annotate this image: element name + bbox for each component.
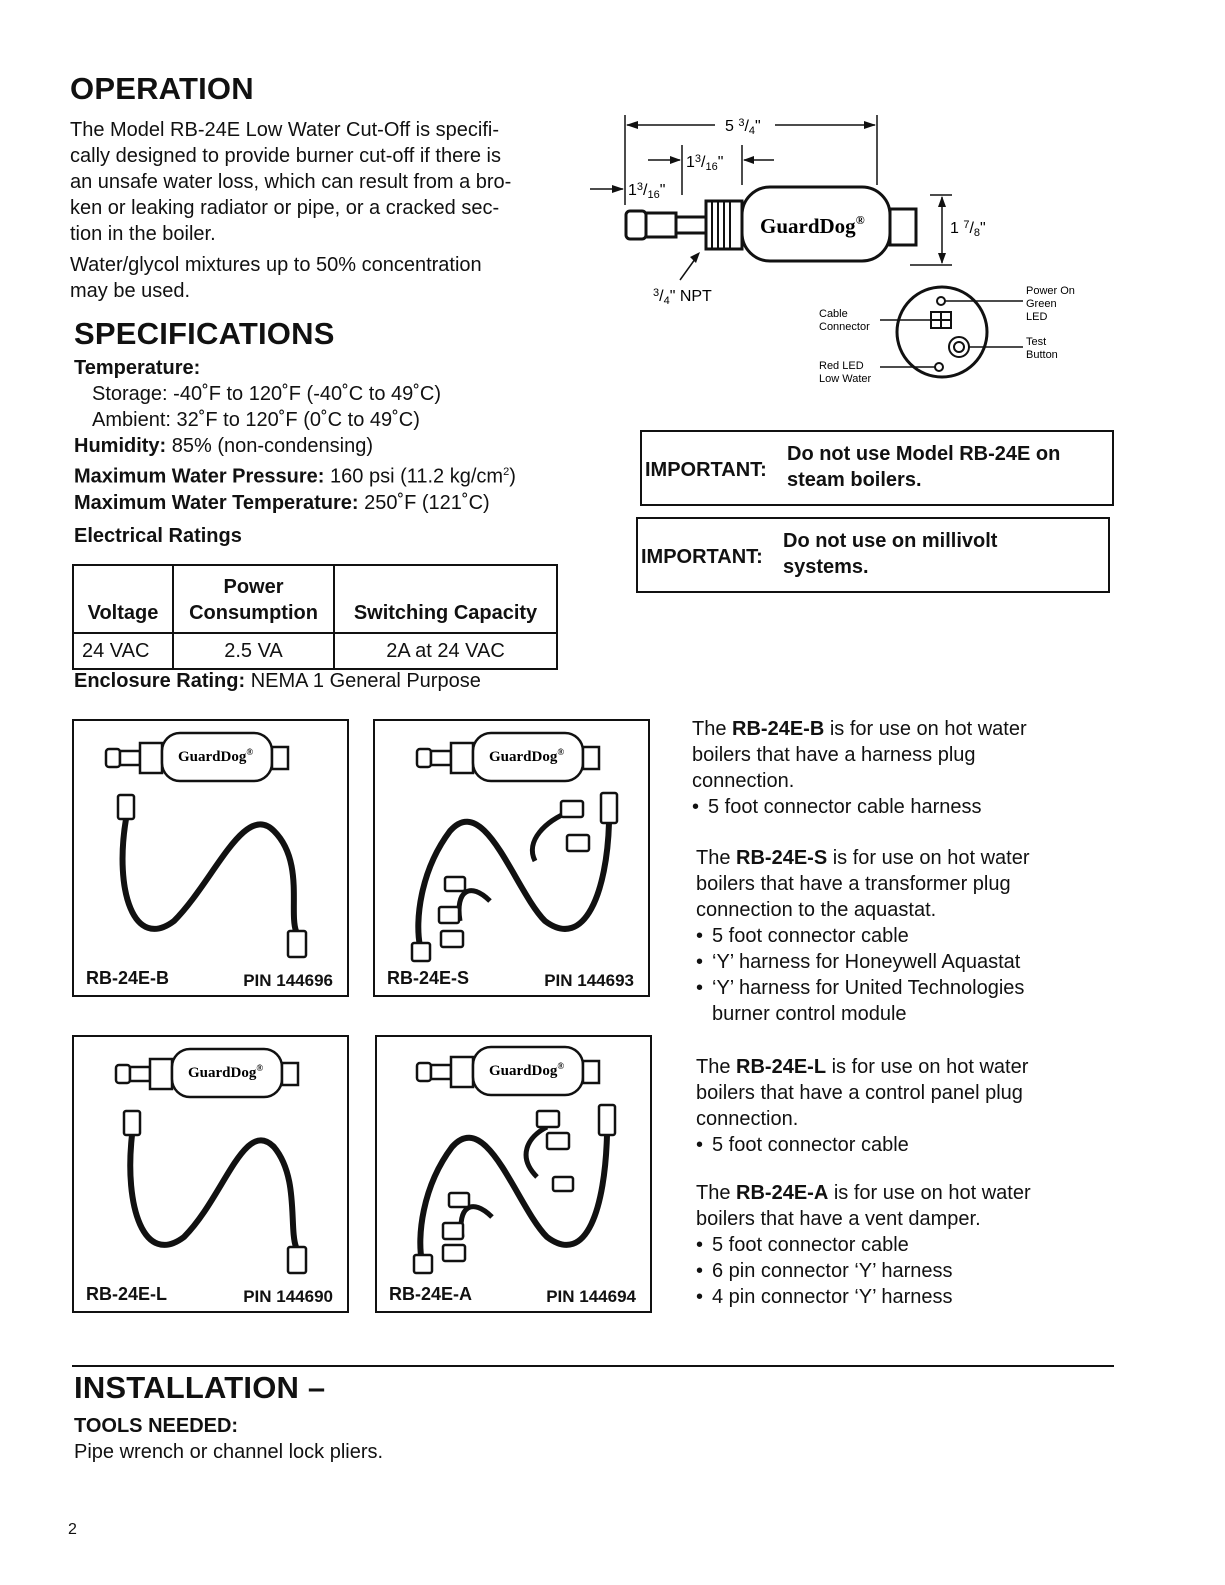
svg-text:GuardDog®: GuardDog® [489, 747, 565, 765]
product-box-rb24e-a [375, 1035, 652, 1313]
description-intro [696, 845, 1096, 871]
product-illustration [377, 1037, 650, 1282]
important-box-millivolt [636, 517, 1110, 593]
model-name: RB-24E-L [736, 1056, 827, 1078]
section-divider [72, 1365, 1114, 1367]
description-rb24e-b [692, 716, 1092, 820]
device-icon [106, 733, 288, 781]
cable-harness [412, 793, 617, 961]
pressure-value: 160 psi (11.2 kg/cm [324, 465, 504, 488]
product-box-rb24e-l [72, 1035, 349, 1313]
arrowhead [626, 121, 638, 129]
important-label: IMPORTANT: [645, 459, 767, 481]
arrowhead [938, 253, 946, 264]
dimension-diagram [590, 105, 1110, 405]
brand-label: GuardDog® [760, 213, 865, 238]
svg-text:GuardDog®: GuardDog® [178, 747, 254, 765]
table-header [173, 565, 334, 633]
pressure-spec [74, 459, 594, 490]
description-line: connection. [696, 1108, 799, 1130]
text: The [696, 1182, 737, 1204]
text: is for use on hot water [828, 1182, 1031, 1204]
text: The [696, 847, 737, 869]
arrowhead [690, 252, 700, 263]
operation-paragraph-2 [70, 252, 570, 304]
product-illustration [375, 721, 648, 966]
operation-heading: OPERATION [70, 71, 254, 106]
storage-temp: Storage: -40˚F to 120˚F (-40˚C to 49˚C) [92, 383, 442, 405]
device-icon [417, 733, 599, 781]
list-item: • 5 foot connector cable [696, 1232, 1096, 1258]
description-line: boilers that have a harness plug [692, 744, 976, 766]
description-line: boilers that have a transformer plug [696, 873, 1011, 895]
description-line: boilers that have a control panel plug [696, 1082, 1023, 1104]
test-button-inner [954, 342, 964, 352]
product-pin: PIN 144693 [544, 971, 634, 990]
dim-height-label: 1 $^7$/8" [950, 219, 986, 239]
table-cell: 2.5 VA [173, 633, 334, 669]
page-number: 2 [68, 1521, 77, 1538]
model-name: RB-24E-S [736, 847, 828, 869]
svg-text:GuardDog®: GuardDog® [188, 1063, 264, 1081]
description-intro [692, 716, 1092, 742]
product-code: RB-24E-S [387, 968, 470, 988]
ambient-temp: Ambient: 32˚F to 120˚F (0˚C to 49˚C) [92, 409, 420, 431]
list-item: • 5 foot connector cable harness [692, 794, 1092, 820]
cable-harness [414, 1105, 615, 1273]
device-knob [646, 213, 676, 237]
max-temp-label: Maximum Water Temperature: [74, 491, 359, 514]
description-rb24e-s [696, 845, 1096, 1027]
model-name: RB-24E-B [732, 718, 825, 740]
text-line: an unsafe water loss, which can result from a bro- [70, 171, 512, 193]
table-header: Switching Capacity [334, 565, 557, 633]
bullet-list [696, 923, 1096, 1027]
important-label: IMPORTANT: [641, 546, 763, 568]
tools-needed-value: Pipe wrench or channel lock pliers. [74, 1441, 384, 1463]
message-line: Do not use on millivolt [783, 530, 998, 552]
red-led-label: Red LED Low Water [819, 360, 872, 385]
bullet-list [696, 1132, 1096, 1158]
product-pin: PIN 144694 [546, 1287, 636, 1306]
dim-left-label: $1^3/16$" [628, 181, 666, 201]
list-item: • 4 pin connector ‘Y’ harness [696, 1284, 1096, 1310]
list-item: • ‘Y’ harness for United Technologies burner control module [696, 975, 1072, 1027]
list-item: • 6 pin connector ‘Y’ harness [696, 1258, 1096, 1284]
text-line: cally designed to provide burner cut-off if there is [70, 145, 501, 167]
device-stem [676, 217, 706, 233]
svg-text:GuardDog®: GuardDog® [489, 1061, 565, 1079]
text-line: The Model RB-24E Low Water Cut-Off is specifi- [70, 119, 500, 141]
text: The [696, 1056, 737, 1078]
table-header: Voltage [73, 565, 173, 633]
description-line: boilers that have a vent damper. [696, 1208, 981, 1230]
product-illustration [74, 1037, 347, 1282]
electrical-ratings-label: Electrical Ratings [74, 525, 242, 547]
header-power-line2: Consumption [189, 602, 318, 624]
message-line: steam boilers. [787, 469, 922, 491]
list-item: • 5 foot connector cable [696, 923, 1096, 949]
dim-mid-label: $1^3/16$" [686, 153, 724, 173]
enclosure-rating [74, 668, 481, 694]
pressure-end: ) [509, 465, 516, 488]
text: The [692, 718, 733, 740]
dim-total-label: 5 $^3$/4" [725, 117, 761, 137]
humidity-value: 85% (non-condensing) [166, 435, 374, 457]
device-cap [890, 209, 916, 245]
arrowhead [864, 121, 876, 129]
description-intro [696, 1180, 1096, 1206]
list-item: • ‘Y’ harness for Honeywell Aquastat [696, 949, 1096, 975]
important-message [783, 528, 997, 580]
message-line: Do not use Model RB-24E on [787, 443, 1061, 465]
text-line: Water/glycol mixtures up to 50% concentration [70, 254, 482, 276]
text-line: tion in the boiler. [70, 223, 216, 245]
arrowhead [743, 156, 754, 164]
device-icon [417, 1047, 599, 1095]
enclosure-value: NEMA 1 General Purpose [245, 670, 481, 692]
specifications-heading: SPECIFICATIONS [74, 316, 335, 351]
installation-heading: INSTALLATION – [74, 1370, 326, 1405]
table-header-row [73, 565, 557, 633]
humidity-label: Humidity: [74, 435, 167, 457]
arrowhead [612, 185, 624, 193]
header-power-line1: Power [223, 576, 284, 598]
arrowhead [670, 156, 681, 164]
power-on-label: Power On Green LED [1026, 285, 1075, 323]
arrowhead [938, 196, 946, 207]
operation-paragraph-1 [70, 117, 570, 247]
max-temp-value: 250˚F (121˚C) [358, 491, 490, 514]
specifications-list [74, 355, 594, 516]
enclosure-label: Enclosure Rating: [74, 670, 246, 692]
description-line: connection to the aquastat. [696, 899, 937, 921]
text: is for use on hot water [826, 1056, 1029, 1078]
cable-harness [124, 1111, 306, 1273]
description-intro [696, 1054, 1096, 1080]
product-box-rb24e-s [373, 719, 650, 997]
text: is for use on hot water [824, 718, 1027, 740]
table-row [73, 633, 557, 669]
description-rb24e-a [696, 1180, 1096, 1310]
product-code: RB-24E-B [86, 968, 170, 988]
device-knob [626, 211, 646, 239]
cable-harness [118, 795, 306, 957]
important-message [787, 441, 1060, 493]
green-led [937, 297, 945, 305]
pressure-label: Maximum Water Pressure: [74, 465, 325, 488]
product-box-rb24e-b [72, 719, 349, 997]
table-cell: 2A at 24 VAC [334, 633, 557, 669]
cable-connector-label: Cable Connector [819, 308, 870, 333]
product-code: RB-24E-L [86, 1284, 168, 1304]
humidity-spec [74, 433, 594, 459]
bullet-list [696, 1232, 1096, 1310]
product-code: RB-24E-A [389, 1284, 473, 1304]
temperature-label: Temperature: [74, 357, 201, 379]
test-button-label: Test Button [1026, 336, 1058, 361]
pressure-sup: 2 [503, 466, 510, 478]
description-rb24e-l [696, 1054, 1096, 1158]
text-line: ken or leaking radiator or pipe, or a cracked sec- [70, 197, 500, 219]
description-line: connection. [692, 770, 795, 792]
product-illustration [74, 721, 347, 966]
important-box-steam [640, 430, 1114, 506]
electrical-ratings-table [72, 564, 558, 670]
bullet-list [692, 794, 1092, 820]
model-name: RB-24E-A [736, 1182, 829, 1204]
red-led [935, 363, 943, 371]
product-pin: PIN 144696 [243, 971, 333, 990]
list-item: • 5 foot connector cable [696, 1132, 1096, 1158]
text-line: may be used. [70, 280, 191, 302]
text: is for use on hot water [827, 847, 1030, 869]
device-icon [116, 1049, 298, 1097]
table-cell: 24 VAC [73, 633, 173, 669]
product-pin: PIN 144690 [243, 1287, 333, 1306]
npt-label: $^3$/4" NPT [653, 287, 712, 307]
tools-needed-label: TOOLS NEEDED: [74, 1415, 239, 1437]
max-temp-spec [74, 490, 594, 516]
message-line: systems. [783, 556, 869, 578]
